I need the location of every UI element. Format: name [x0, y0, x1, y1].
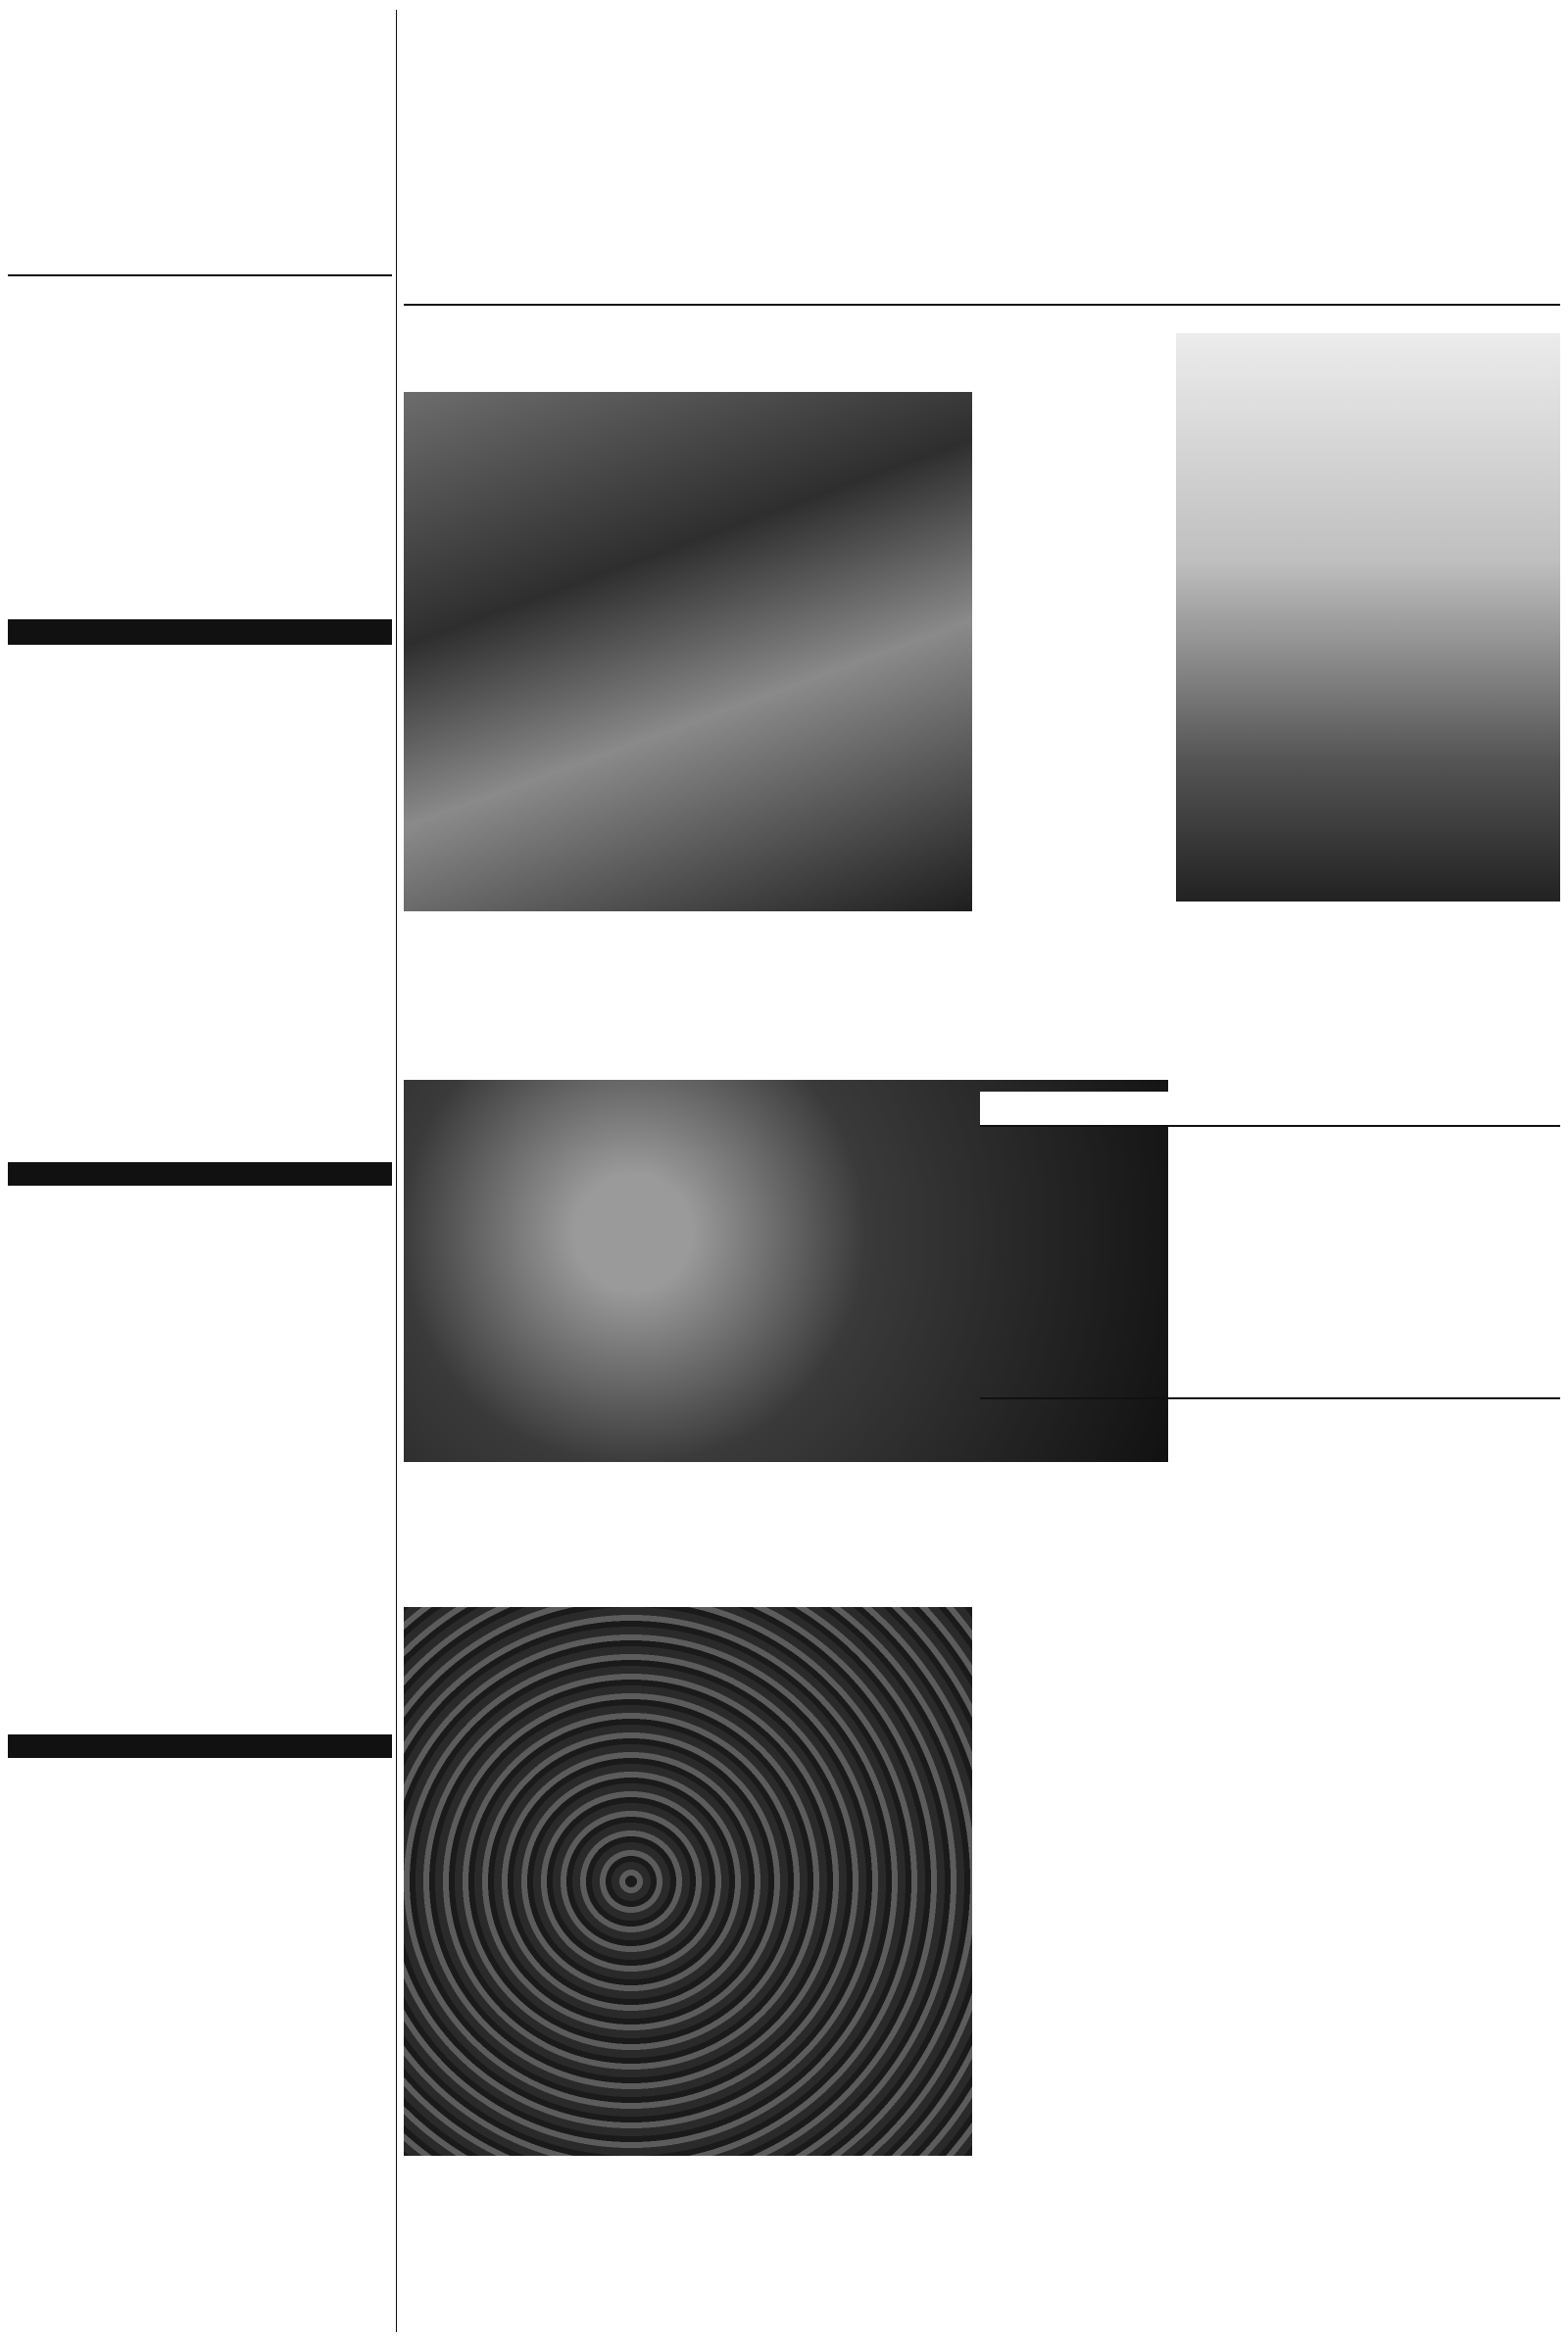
left-article1-body	[8, 280, 392, 613]
photo1-caption	[404, 915, 1168, 958]
photo4-caption	[1176, 903, 1560, 947]
nobel-band-rule	[980, 1125, 1560, 1127]
main-body-top	[404, 312, 1168, 390]
photo-family-house	[404, 392, 972, 911]
photo-kitchen-cupboard	[1176, 333, 1560, 902]
father-body	[980, 1950, 1362, 2322]
nobel-band	[980, 1092, 1560, 1125]
father-band	[980, 1705, 1362, 1729]
left-article3-body	[8, 1401, 392, 1725]
left-column	[8, 10, 392, 2332]
photo-funeral-procession	[404, 1607, 972, 2156]
column-rule-left	[396, 10, 397, 2332]
left-article2-body	[8, 892, 392, 1156]
left-article4-body	[8, 1954, 392, 2326]
nobel-deck-rule	[980, 1397, 1560, 1399]
nobel-body	[980, 1403, 1560, 1570]
left-band3	[8, 1734, 392, 1758]
left-band1	[8, 619, 392, 645]
photo3-caption	[404, 2160, 972, 2203]
main-deck-rule	[404, 304, 1560, 306]
left-divider	[8, 274, 392, 276]
main-body-mid	[404, 976, 1168, 1074]
left-band2	[8, 1162, 392, 1186]
